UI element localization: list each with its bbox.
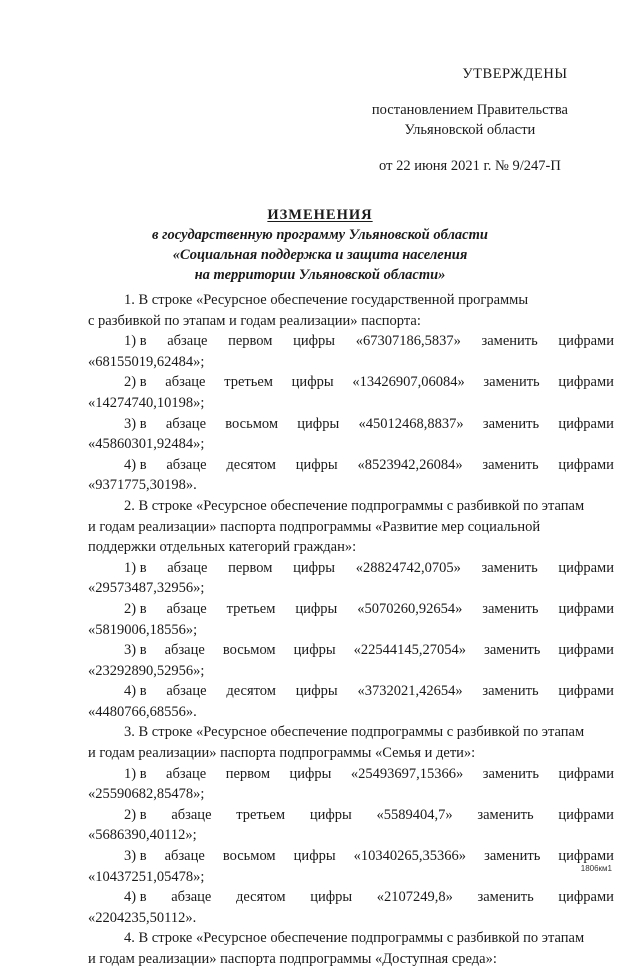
item-word: цифрами [558, 559, 614, 576]
document-title: ИЗМЕНЕНИЯ [267, 207, 373, 223]
section-intro-text: 2. В строке «Ресурсное обеспечение подпрограммы с разбивкой по этапам [124, 497, 585, 514]
section-intro-cont: и годам реализации» паспорта подпрограммы «Доступная среда»: [88, 951, 497, 967]
item-word: цифрами [558, 333, 614, 350]
item-old-value: «10340265,35366» [353, 848, 467, 865]
item-ordinal: третьем [236, 806, 286, 823]
item-new-value: «10437251,05478»; [88, 868, 205, 885]
item [88, 331, 614, 372]
item-verb: заменить [477, 889, 534, 906]
item-word: цифры [295, 456, 338, 473]
item-old-value: «22544145,27054» [353, 642, 467, 659]
item-word: цифрами [558, 456, 614, 473]
item-new-value: «23292890,52956»; [88, 662, 205, 679]
item [88, 414, 614, 455]
item-num: 4) в [124, 456, 147, 473]
section [88, 928, 614, 969]
section [88, 290, 614, 496]
item-verb: заменить [477, 806, 534, 823]
item-ordinal: десятом [226, 683, 276, 700]
item [88, 887, 614, 928]
item [88, 764, 614, 805]
item-word: абзаце [165, 415, 207, 432]
heading-line-1: в государственную программу Ульяновской области [152, 227, 488, 243]
item [88, 640, 614, 681]
item-word: цифры [295, 600, 338, 617]
item-ordinal: первом [225, 765, 271, 782]
section-intro-text: 1. В строке «Ресурсное обеспечение государственной программы [124, 292, 529, 308]
item-word: абзаце [167, 559, 208, 576]
item-word: цифры [293, 559, 336, 576]
item-word: цифрами [558, 889, 614, 906]
item-ordinal: восьмом [222, 848, 276, 865]
item-old-value: «28824742,0705» [355, 559, 461, 576]
section-intro-cont: с разбивкой по этапам и годам реализации» паспорта: [88, 312, 421, 329]
item-word: цифры [293, 642, 336, 659]
item-new-value: «5686390,40112»; [88, 827, 197, 844]
section-intro-cont: поддержки отдельных категорий граждан»: [88, 539, 357, 556]
item-word: абзаце [164, 642, 205, 659]
item-word: абзаце [164, 848, 205, 865]
item-new-value: «68155019,62484»; [88, 353, 205, 370]
item-old-value: «67307186,5837» [355, 333, 461, 350]
item-num: 1) в [124, 559, 147, 576]
item-verb: заменить [483, 374, 540, 391]
section [88, 496, 614, 723]
heading-line-2: «Социальная поддержка и защита населения [172, 247, 468, 263]
section-intro-text: 3. В строке «Ресурсное обеспечение подпрограммы с разбивкой по этапам [124, 724, 585, 741]
decree-line-2: Ульяновской области [404, 122, 536, 138]
section [88, 722, 614, 928]
item-new-value: «2204235,50112». [88, 909, 197, 926]
item-word: абзаце [166, 765, 207, 782]
item-word: абзаце [167, 333, 208, 350]
item-num: 3) в [124, 415, 147, 432]
item [88, 455, 614, 496]
approved-stamp: УТВЕРЖДЕНЫ [462, 66, 568, 82]
item-new-value: «25590682,85478»; [88, 786, 205, 803]
item-num: 1) в [124, 333, 147, 350]
item-num: 2) в [124, 600, 147, 617]
item-num: 3) в [124, 848, 147, 865]
item-ordinal: третьем [226, 600, 276, 617]
document-heading [0, 205, 640, 285]
item-word: абзаце [166, 600, 207, 617]
item-verb: заменить [482, 683, 539, 700]
item-num: 2) в [124, 806, 147, 823]
item-word: цифрами [558, 806, 614, 823]
item-old-value: «8523942,26084» [357, 456, 463, 473]
item-verb: заменить [484, 642, 541, 659]
item-word: абзаце [166, 683, 207, 700]
item-old-value: «5070260,92654» [357, 600, 463, 617]
item-verb: заменить [482, 765, 539, 782]
item-old-value: «5589404,7» [376, 806, 453, 823]
item-verb: заменить [482, 415, 540, 432]
item [88, 558, 614, 599]
item-word: цифрами [558, 642, 614, 659]
item-verb: заменить [484, 848, 541, 865]
item-ordinal: первом [228, 559, 273, 576]
item [88, 372, 614, 413]
item-num: 4) в [124, 889, 147, 906]
item [88, 681, 614, 722]
item-verb: заменить [481, 333, 538, 350]
heading-line-3: на территории Ульяновской области» [194, 267, 446, 283]
decree-line-1: постановлением Правительства [371, 102, 568, 118]
item-word: цифры [293, 333, 336, 350]
item-new-value: «4480766,68556». [88, 703, 197, 720]
item-verb: заменить [481, 559, 538, 576]
item-old-value: «2107249,8» [376, 889, 453, 906]
item-ordinal: восьмом [222, 642, 276, 659]
item-new-value: «14274740,10198»; [88, 394, 205, 411]
item-new-value: «29573487,32956»; [88, 580, 205, 597]
item [88, 846, 614, 887]
item-word: цифры [293, 848, 336, 865]
item-word: цифрами [558, 415, 614, 432]
item-old-value: «45012468,8837» [358, 415, 464, 432]
item-word: цифрами [558, 765, 614, 782]
item-word: абзаце [171, 889, 212, 906]
item-word: абзаце [166, 456, 207, 473]
item-num: 3) в [124, 642, 147, 659]
approval-block [372, 64, 568, 176]
item-word: цифры [297, 415, 340, 432]
footer-code: 1806км1 [580, 864, 612, 873]
item-new-value: «45860301,92484»; [88, 436, 205, 453]
item-ordinal: десятом [236, 889, 286, 906]
item-ordinal: десятом [226, 456, 276, 473]
item-word: цифрами [558, 848, 614, 865]
item-old-value: «3732021,42654» [357, 683, 463, 700]
item-word: цифры [291, 374, 334, 391]
item-verb: заменить [482, 456, 539, 473]
item-word: абзаце [165, 374, 206, 391]
item-word: цифры [295, 683, 338, 700]
item-ordinal: первом [228, 333, 273, 350]
item-word: абзаце [171, 806, 212, 823]
item-num: 1) в [124, 765, 147, 782]
item-old-value: «25493697,15366» [350, 765, 464, 782]
item-ordinal: третьем [224, 374, 273, 391]
item-word: цифры [309, 806, 352, 823]
item-word: цифрами [558, 374, 614, 391]
item-ordinal: восьмом [225, 415, 279, 432]
item-old-value: «13426907,06084» [352, 374, 465, 391]
item-num: 2) в [124, 374, 147, 391]
section-intro-text: 4. В строке «Ресурсное обеспечение подпрограммы с разбивкой по этапам [124, 930, 585, 947]
item-num: 4) в [124, 683, 147, 700]
section-intro-line [88, 290, 614, 311]
item-new-value: «5819006,18556»; [88, 621, 198, 638]
document-body [88, 290, 614, 970]
item [88, 599, 614, 640]
item-word: цифры [289, 765, 332, 782]
item-word: цифрами [558, 600, 614, 617]
item-verb: заменить [482, 600, 539, 617]
decree-date: от 22 июня 2021 г. № 9/247-П [379, 158, 561, 174]
item-new-value: «9371775,30198». [88, 477, 197, 494]
section-intro-cont: и годам реализации» паспорта подпрограммы «Семья и дети»: [88, 745, 476, 762]
item-word: цифрами [558, 683, 614, 700]
section-intro-cont: и годам реализации» паспорта подпрограммы «Развитие мер социальной [88, 518, 541, 535]
item-word: цифры [310, 889, 353, 906]
item [88, 805, 614, 846]
